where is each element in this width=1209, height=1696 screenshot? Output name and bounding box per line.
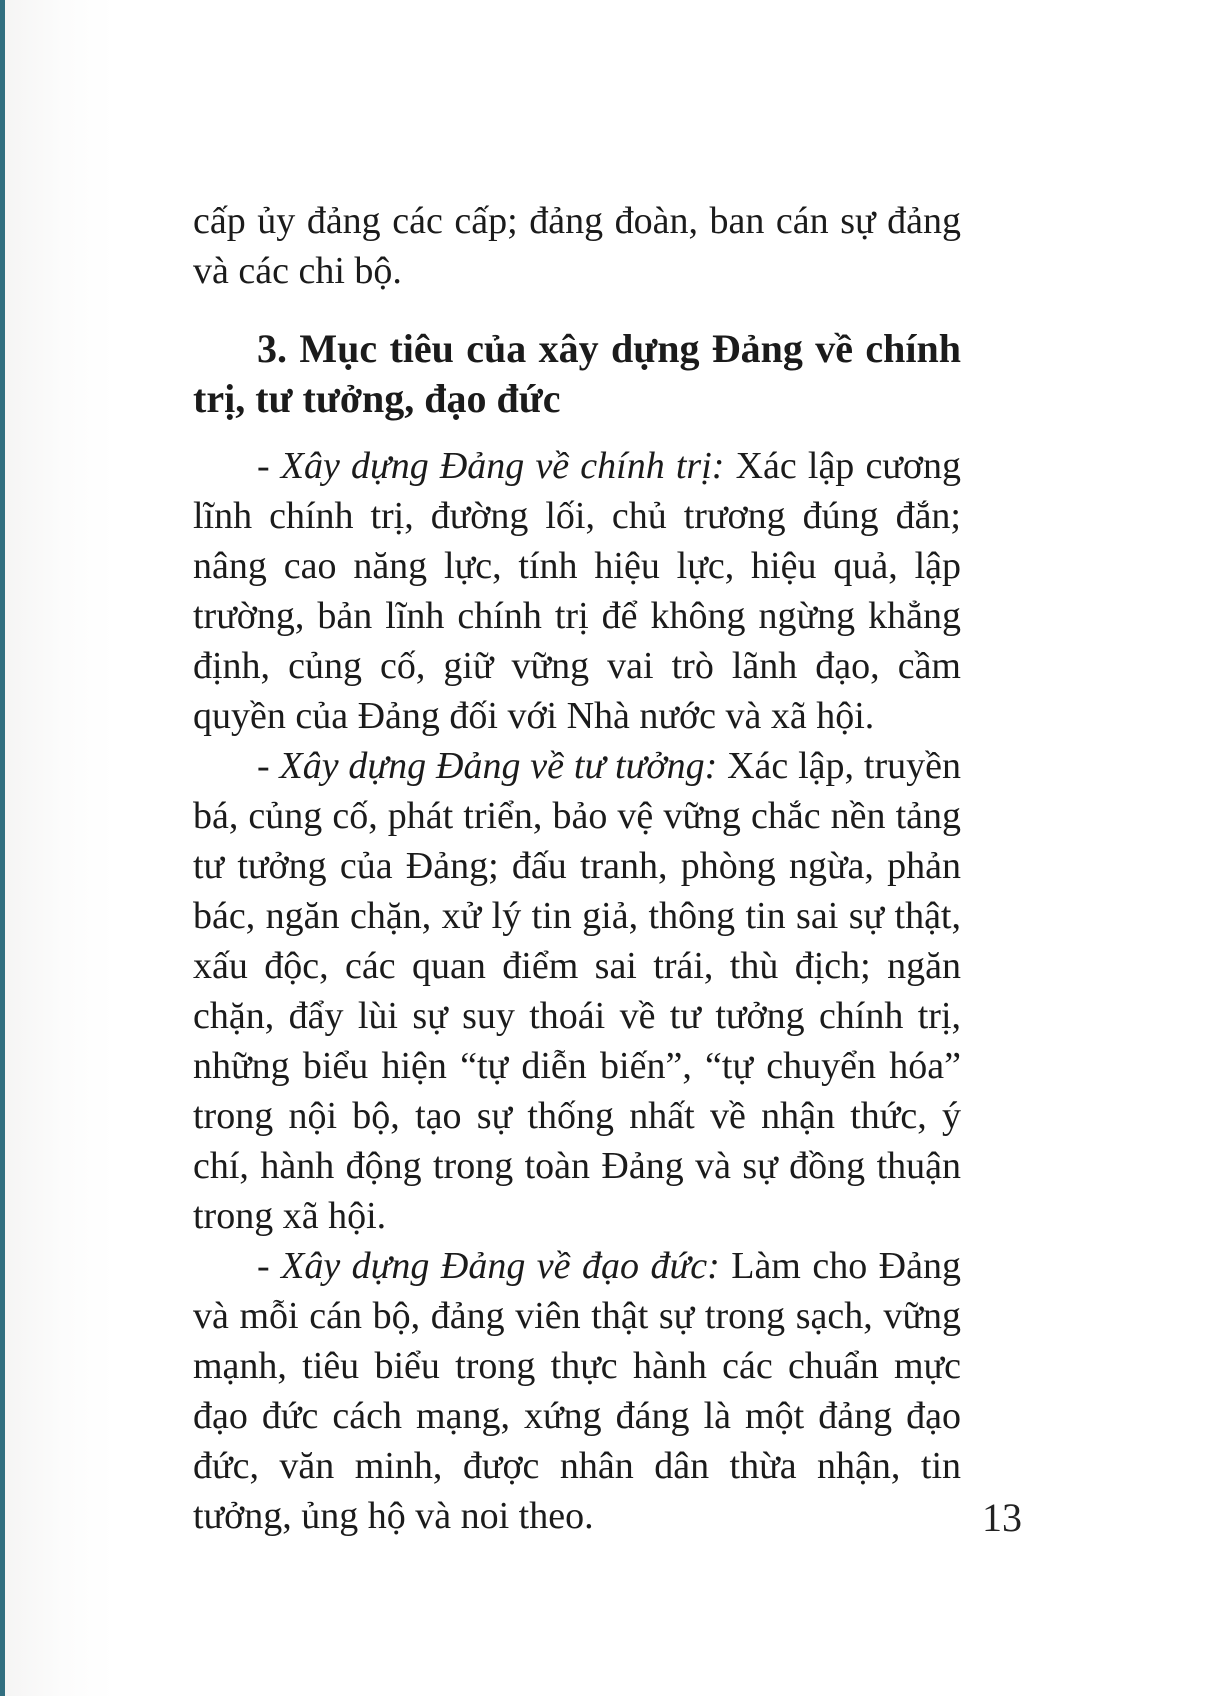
- paragraph-politics-lead: - Xây dựng Đảng về chính trị:: [257, 445, 725, 487]
- paragraph-politics-text: Xác lập cương lĩnh chính trị, đường lối, chủ trương đúng đắn; nâng cao năng lực, tính hiệu lực, hiệu quả, lập trường, bản lĩnh chính trị để không ngừng khẳng định, củng cố, giữ vững vai trò lãnh đạo, cầm quyền của Đảng đối với Nhà nước và xã hội.: [193, 445, 961, 737]
- paragraph-ethics-text: Làm cho Đảng và mỗi cán bộ, đảng viên thật sự trong sạch, vững mạnh, tiêu biểu trong thực hành các chuẩn mực đạo đức cách mạng, xứng đáng là một đảng đạo đức, văn minh, được nhân dân thừa nhận, tin tưởng, ủng hộ và noi theo.: [193, 1245, 961, 1537]
- paragraph-continuation: cấp ủy đảng các cấp; đảng đoàn, ban cán sự đảng và các chi bộ.: [193, 200, 961, 292]
- paragraph-ideology-text: Xác lập, truyền bá, củng cố, phát triển, bảo vệ vững chắc nền tảng tư tưởng của Đảng; đấu tranh, phòng ngừa, phản bác, ngăn chặn, xử lý tin giả, thông tin sai sự thật, xấu độc, các quan điểm sai trái, thù địch; ngăn chặn, đẩy lùi sự suy thoái về tư tưởng chính trị, những biểu hiện “tự diễn biến”, “tự chuyển hóa” trong nội bộ, tạo sự thống nhất về nhận thức, ý chí, hành động trong toàn Đảng và sự đồng thuận trong xã hội.: [193, 745, 961, 1237]
- paragraph-ethics: [193, 1241, 961, 1541]
- paragraph-ideology-lead: - Xây dựng Đảng về tư tưởng:: [257, 745, 718, 787]
- paragraph-ideology: [193, 741, 961, 1241]
- paragraph-ethics-lead: - Xây dựng Đảng về đạo đức:: [257, 1245, 720, 1287]
- page-number: 13: [982, 1495, 1022, 1540]
- section-heading: 3. Mục tiêu của xây dựng Đảng về chính trị, tư tưởng, đạo đức: [193, 326, 961, 421]
- paragraph-politics: [193, 441, 961, 741]
- page-gutter-shadow: [5, 0, 115, 1696]
- page-content: [193, 196, 961, 1541]
- left-accent-bar: [0, 0, 5, 1696]
